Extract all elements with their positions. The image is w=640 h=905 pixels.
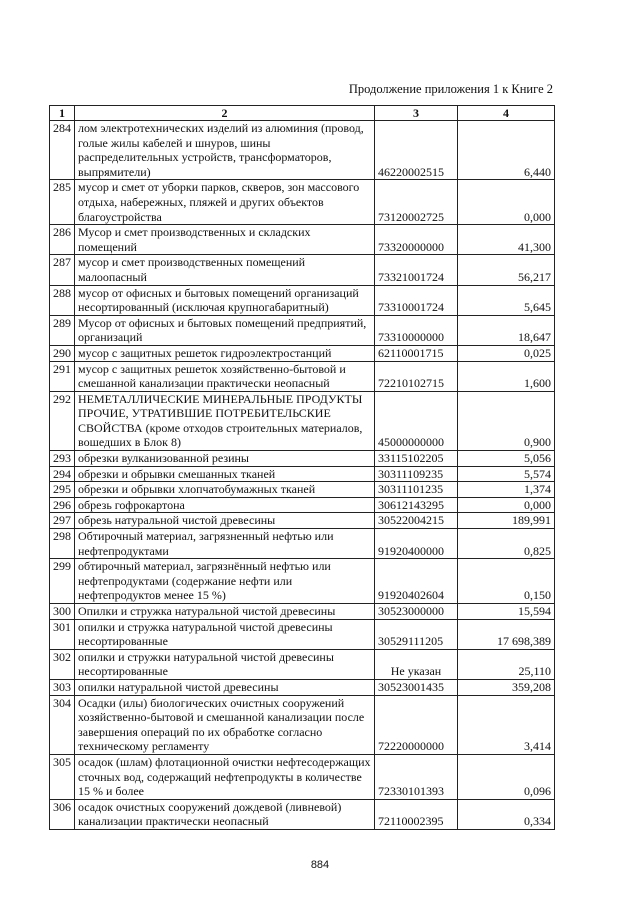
table-row bbox=[50, 315, 555, 345]
row-number: 294 bbox=[50, 466, 75, 482]
column-header-2: 2 bbox=[75, 106, 375, 121]
waste-code: 62110001715 bbox=[375, 345, 458, 361]
row-number: 303 bbox=[50, 679, 75, 695]
table-row bbox=[50, 559, 555, 604]
waste-code: 73310001724 bbox=[375, 285, 458, 315]
waste-name: обрезь гофрокартона bbox=[75, 497, 375, 513]
row-number: 292 bbox=[50, 391, 75, 450]
row-number: 305 bbox=[50, 754, 75, 799]
waste-code: 72330101393 bbox=[375, 754, 458, 799]
waste-code: 72210102715 bbox=[375, 361, 458, 391]
table-row bbox=[50, 799, 555, 829]
waste-code: 73310000000 bbox=[375, 315, 458, 345]
waste-amount: 41,300 bbox=[458, 225, 555, 255]
row-number: 284 bbox=[50, 121, 75, 180]
waste-code: 30523001435 bbox=[375, 679, 458, 695]
column-header-3: 3 bbox=[375, 106, 458, 121]
table-row bbox=[50, 361, 555, 391]
row-number: 302 bbox=[50, 649, 75, 679]
waste-amount: 0,900 bbox=[458, 391, 555, 450]
row-number: 296 bbox=[50, 497, 75, 513]
table-row bbox=[50, 679, 555, 695]
waste-code: 72110002395 bbox=[375, 799, 458, 829]
waste-table bbox=[49, 105, 555, 830]
waste-code: 30612143295 bbox=[375, 497, 458, 513]
waste-name: обтирочный материал, загрязнённый нефтью или нефтепродуктами (содержание нефти или нефтепродуктов менее 15 %) bbox=[75, 559, 375, 604]
waste-amount: 0,000 bbox=[458, 497, 555, 513]
page-number: 884 bbox=[310, 859, 330, 871]
table-row bbox=[50, 482, 555, 498]
waste-name: Мусор и смет производственных и складских помещений bbox=[75, 225, 375, 255]
waste-code: 72220000000 bbox=[375, 695, 458, 754]
row-number: 299 bbox=[50, 559, 75, 604]
waste-name: обрезь натуральной чистой древесины bbox=[75, 513, 375, 529]
waste-amount: 6,440 bbox=[458, 121, 555, 180]
waste-amount: 1,374 bbox=[458, 482, 555, 498]
waste-amount: 3,414 bbox=[458, 695, 555, 754]
waste-name: мусор с защитных решеток гидроэлектростанций bbox=[75, 345, 375, 361]
table-row bbox=[50, 180, 555, 225]
row-number: 301 bbox=[50, 619, 75, 649]
waste-code: 30311101235 bbox=[375, 482, 458, 498]
waste-name: мусор и смет производственных помещений малоопасный bbox=[75, 255, 375, 285]
waste-name: мусор от офисных и бытовых помещений организаций несортированный (исключая крупногабаритный) bbox=[75, 285, 375, 315]
waste-amount: 56,217 bbox=[458, 255, 555, 285]
waste-name: обрезки и обрывки хлопчатобумажных тканей bbox=[75, 482, 375, 498]
table-row bbox=[50, 604, 555, 620]
waste-code: 73320000000 bbox=[375, 225, 458, 255]
waste-name: осадок очистных сооружений дождевой (ливневой) канализации практически неопасный bbox=[75, 799, 375, 829]
row-number: 295 bbox=[50, 482, 75, 498]
row-number: 297 bbox=[50, 513, 75, 529]
column-header-1: 1 bbox=[50, 106, 75, 121]
waste-code: 91920402604 bbox=[375, 559, 458, 604]
waste-code: 73321001724 bbox=[375, 255, 458, 285]
table-row bbox=[50, 695, 555, 754]
waste-amount: 1,600 bbox=[458, 361, 555, 391]
table-row bbox=[50, 285, 555, 315]
row-number: 291 bbox=[50, 361, 75, 391]
waste-code: 91920400000 bbox=[375, 529, 458, 559]
table-row bbox=[50, 619, 555, 649]
table-row bbox=[50, 754, 555, 799]
waste-name: Обтирочный материал, загрязненный нефтью или нефтепродуктами bbox=[75, 529, 375, 559]
waste-name: осадок (шлам) флотационной очистки нефтесодержащих сточных вод, содержащий нефтепродукты в количестве 15 % и более bbox=[75, 754, 375, 799]
waste-amount: 15,594 bbox=[458, 604, 555, 620]
row-number: 306 bbox=[50, 799, 75, 829]
table-row bbox=[50, 497, 555, 513]
waste-amount: 0,150 bbox=[458, 559, 555, 604]
row-number: 288 bbox=[50, 285, 75, 315]
waste-name: Мусор от офисных и бытовых помещений предприятий, организаций bbox=[75, 315, 375, 345]
row-number: 289 bbox=[50, 315, 75, 345]
waste-code: Не указан bbox=[375, 649, 458, 679]
waste-name: обрезки и обрывки смешанных тканей bbox=[75, 466, 375, 482]
table-row bbox=[50, 466, 555, 482]
waste-name: лом электротехнических изделий из алюминия (провод, голые жилы кабелей и шнуров, шины распределительных устройств, трансформаторов, выпрямители) bbox=[75, 121, 375, 180]
waste-code: 30311109235 bbox=[375, 466, 458, 482]
row-number: 293 bbox=[50, 451, 75, 467]
waste-name: мусор и смет от уборки парков, скверов, зон массового отдыха, набережных, пляжей и других объектов благоустройства bbox=[75, 180, 375, 225]
table-row bbox=[50, 451, 555, 467]
waste-name: НЕМЕТАЛЛИЧЕСКИЕ МИНЕРАЛЬНЫЕ ПРОДУКТЫ ПРОЧИЕ, УТРАТИВШИЕ ПОТРЕБИТЕЛЬСКИЕ СВОЙСТВА (кроме отходов строительных материалов, вошедших в Блок 8) bbox=[75, 391, 375, 450]
waste-amount: 0,000 bbox=[458, 180, 555, 225]
row-number: 300 bbox=[50, 604, 75, 620]
table-row bbox=[50, 391, 555, 450]
waste-name: Осадки (илы) биологических очистных сооружений хозяйственно-бытовой и смешанной канализации после завершения операций по их обработке согласно техническому регламенту bbox=[75, 695, 375, 754]
waste-code: 30522004215 bbox=[375, 513, 458, 529]
waste-amount: 25,110 bbox=[458, 649, 555, 679]
waste-name: обрезки вулканизованной резины bbox=[75, 451, 375, 467]
table-row bbox=[50, 225, 555, 255]
waste-code: 30523000000 bbox=[375, 604, 458, 620]
row-number: 298 bbox=[50, 529, 75, 559]
waste-amount: 18,647 bbox=[458, 315, 555, 345]
table-body bbox=[50, 121, 555, 830]
waste-amount: 5,574 bbox=[458, 466, 555, 482]
waste-code: 33115102205 bbox=[375, 451, 458, 467]
waste-amount: 0,025 bbox=[458, 345, 555, 361]
table-row bbox=[50, 529, 555, 559]
waste-name: опилки натуральной чистой древесины bbox=[75, 679, 375, 695]
row-number: 290 bbox=[50, 345, 75, 361]
waste-amount: 5,056 bbox=[458, 451, 555, 467]
waste-amount: 5,645 bbox=[458, 285, 555, 315]
table-row bbox=[50, 513, 555, 529]
waste-name: мусор с защитных решеток хозяйственно-бытовой и смешанной канализации практически неопасный bbox=[75, 361, 375, 391]
table-row bbox=[50, 649, 555, 679]
waste-amount: 0,096 bbox=[458, 754, 555, 799]
row-number: 304 bbox=[50, 695, 75, 754]
column-header-4: 4 bbox=[458, 106, 555, 121]
waste-code: 30529111205 bbox=[375, 619, 458, 649]
waste-name: Опилки и стружка натуральной чистой древесины bbox=[75, 604, 375, 620]
waste-amount: 0,825 bbox=[458, 529, 555, 559]
waste-amount: 0,334 bbox=[458, 799, 555, 829]
waste-name: опилки и стружка натуральной чистой древесины несортированные bbox=[75, 619, 375, 649]
waste-code: 73120002725 bbox=[375, 180, 458, 225]
table-row bbox=[50, 345, 555, 361]
table-row bbox=[50, 255, 555, 285]
waste-amount: 359,208 bbox=[458, 679, 555, 695]
appendix-caption: Продолжение приложения 1 к Книге 2 bbox=[348, 82, 553, 96]
row-number: 287 bbox=[50, 255, 75, 285]
table-header-row bbox=[50, 106, 555, 121]
waste-amount: 189,991 bbox=[458, 513, 555, 529]
row-number: 286 bbox=[50, 225, 75, 255]
waste-name: опилки и стружки натуральной чистой древесины несортированные bbox=[75, 649, 375, 679]
waste-code: 46220002515 bbox=[375, 121, 458, 180]
waste-code: 45000000000 bbox=[375, 391, 458, 450]
row-number: 285 bbox=[50, 180, 75, 225]
table-row bbox=[50, 121, 555, 180]
waste-amount: 17 698,389 bbox=[458, 619, 555, 649]
